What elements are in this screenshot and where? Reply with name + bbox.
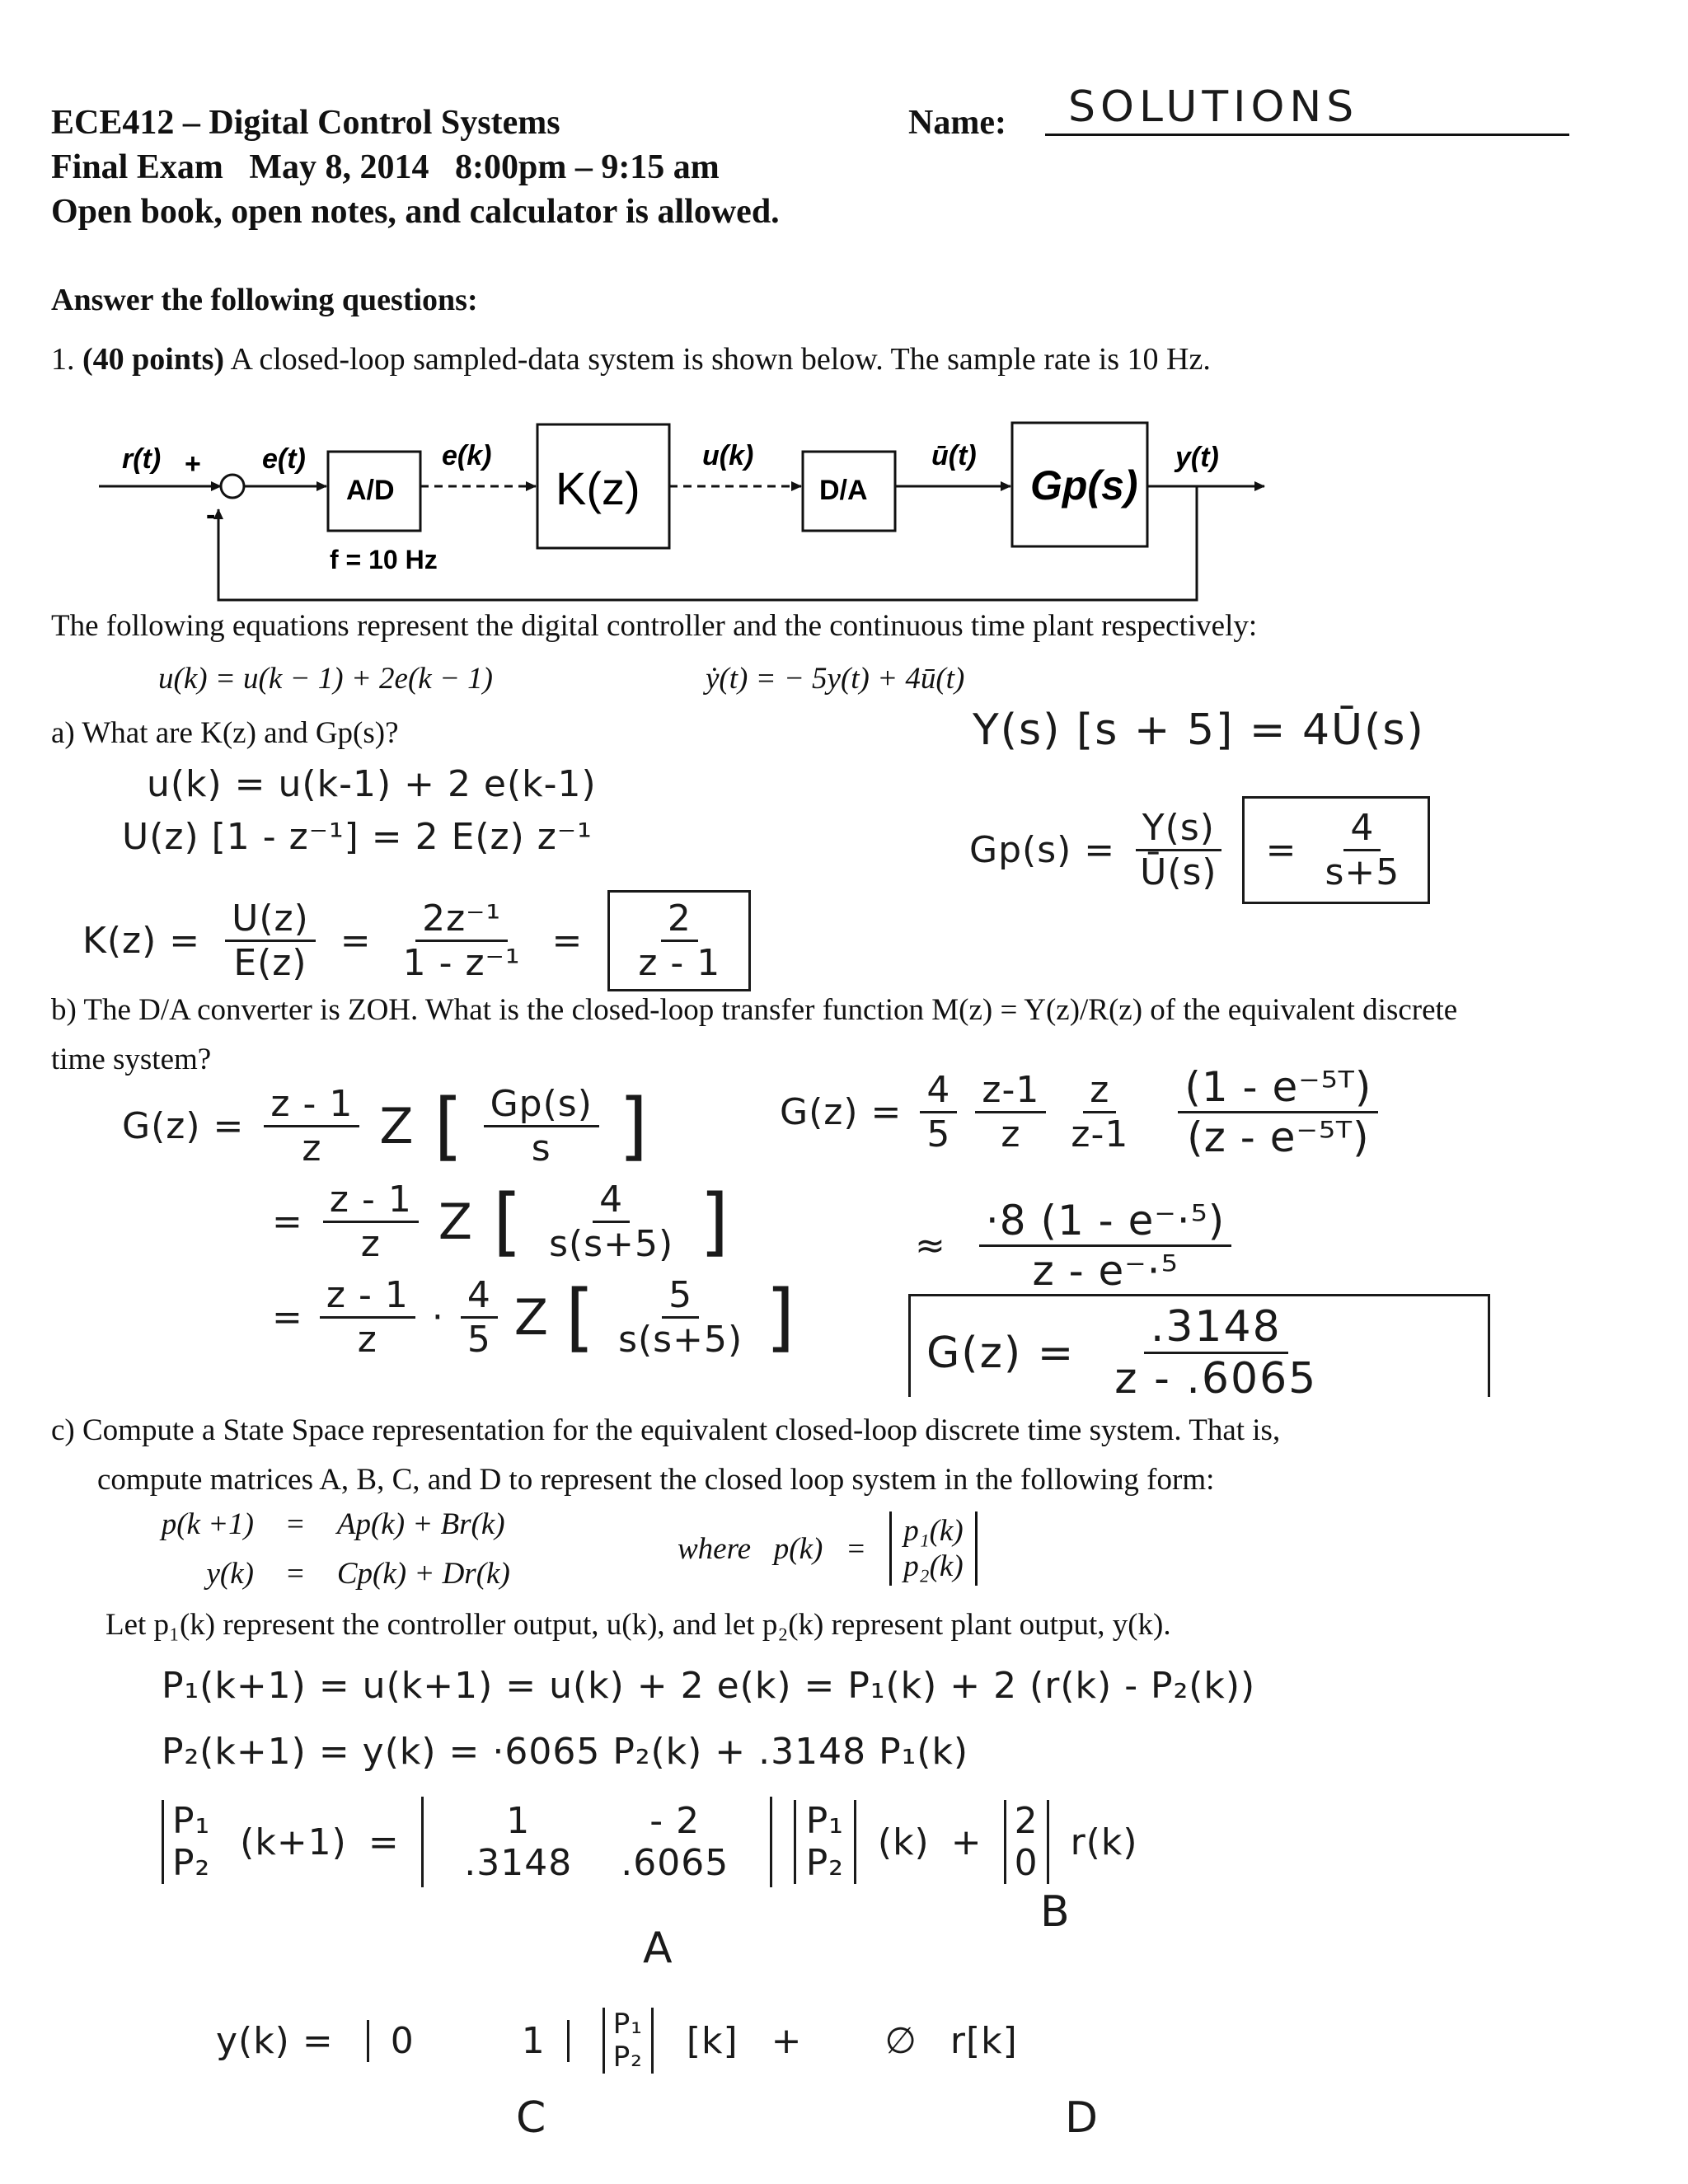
gp-fraction (1133, 807, 1223, 893)
p-vector-2 (603, 2008, 654, 2074)
gz-result-lhs: G(z) = (780, 1091, 903, 1133)
label-a: A (643, 1924, 674, 1973)
controller-equation: u(k) = u(k − 1) + 2e(k − 1) (158, 662, 493, 696)
exam-line: Final Exam May 8, 2014 8:00pm – 9:15 am (51, 148, 720, 186)
gain-factor-num: 4 (461, 1274, 498, 1319)
r-k: r(k) (1070, 1821, 1138, 1863)
label-y: y(t) (1175, 442, 1219, 473)
result-factor-4-num: (1 - e⁻⁵ᵀ) (1178, 1063, 1378, 1113)
zoh-factor-den: z (302, 1127, 322, 1169)
gz-numeric-num: ·8 (1 - e⁻·⁵) (979, 1197, 1231, 1247)
kz-fraction-2-den: 1 - z⁻¹ (402, 942, 521, 984)
bracket-close: ] (700, 1179, 730, 1265)
plant-equation: ẏ(t) = − 5y(t) + 4ū(t) (706, 662, 965, 696)
zoh-factor (323, 1179, 419, 1265)
lhs-p1: P₁ (172, 1800, 211, 1842)
lhs-p2: P₂ (172, 1842, 211, 1884)
r-k-2: r[k] (950, 2019, 1018, 2062)
kz-answer-den: z - 1 (638, 942, 721, 984)
gp-derivation (969, 796, 1430, 904)
term-3 (612, 1274, 749, 1361)
name-underline (1045, 134, 1569, 136)
matrix-b (1004, 1800, 1049, 1884)
label-c: C (516, 2093, 548, 2143)
bracket-open: [ (434, 1083, 464, 1169)
zoh-factor-den: z (360, 1223, 381, 1265)
ss-eq-1 (130, 1507, 505, 1542)
name-label: Name: (908, 104, 1006, 142)
label-plus: + (185, 448, 201, 480)
part-c-work-line-2: P₂(k+1) = y(k) = ·6065 P₂(k) + .3148 P₁(k) (162, 1731, 969, 1773)
k-label: [k] (686, 2019, 738, 2062)
zoh-factor-den: z (357, 1319, 377, 1361)
part-c-question-1: c) Compute a State Space representation for the equivalent closed-loop discrete time system. That is, (51, 1413, 1281, 1447)
question-number: 1. (51, 342, 75, 377)
a11: 1 (506, 1800, 531, 1842)
k-label: (k) (877, 1821, 930, 1863)
label-ek: e(k) (442, 440, 492, 471)
gp-answer (1318, 807, 1406, 893)
gp-lhs: Gp(s) = (969, 829, 1116, 871)
part-a-plant-laplace: Y(s) [s + 5] = 4Ū(s) (973, 705, 1425, 755)
gp-answer-den: s+5 (1325, 851, 1400, 893)
question-points: (40 points) (82, 342, 225, 377)
a22: .6065 (621, 1842, 729, 1884)
result-factor-2-num: z-1 (975, 1069, 1046, 1113)
gp-answer-num: 4 (1343, 807, 1381, 851)
part-b-question: b) The D/A converter is ZOH. What is the closed-loop transfer function M(z) = Y(z)/R(z) of the equivalent discrete time system? (51, 993, 1458, 1076)
plus-sign: + (771, 2019, 803, 2062)
kz-fraction-1-den: E(z) (233, 942, 307, 984)
plus-sign: + (950, 1821, 982, 1863)
kz-fraction-2-num: 2z⁻¹ (415, 898, 508, 942)
term-1 (484, 1083, 599, 1169)
name-value-handwritten: SOLUTIONS (1068, 82, 1359, 132)
part-a-work-line-1: u(k) = u(k-1) + 2 e(k-1) (147, 763, 597, 805)
kz-derivation (82, 890, 751, 991)
part-a-question: a) What are K(z) and Gp(s)? (51, 716, 399, 750)
equals-sign: = (368, 1821, 400, 1863)
kz-fraction-1 (225, 898, 316, 984)
label-ad: A/D (346, 475, 395, 506)
result-factor-4-den: (z - e⁻⁵ᵀ) (1187, 1113, 1370, 1161)
kz-fraction-1-num: U(z) (225, 898, 316, 942)
state-vector-p2: p₂(k) (903, 1549, 964, 1583)
bracket-open: [ (565, 1274, 596, 1361)
y-lhs: y(k) = (216, 2019, 334, 2062)
kz-answer-box (607, 890, 751, 991)
result-factor-2 (975, 1069, 1046, 1155)
state-vector-def (678, 1511, 978, 1586)
gz-result-line-1 (780, 1063, 1378, 1161)
gz-derivation-line-2 (272, 1179, 729, 1265)
gz-lhs: G(z) = (122, 1105, 245, 1147)
p-vector-p1: P₁ (805, 1800, 844, 1842)
equals-sign: = (1265, 829, 1297, 871)
exam-rules: Open book, open notes, and calculator is allowed. (51, 193, 780, 231)
gp-answer-box (1242, 796, 1431, 904)
equals-sign: = (847, 1531, 865, 1566)
result-factor-3-num: z (1083, 1069, 1116, 1113)
z-transform-operator: Z (513, 1288, 549, 1347)
matrix-a (421, 1797, 772, 1887)
instructions: Answer the following questions: (51, 283, 478, 317)
state-vector-p1: p₁(k) (903, 1514, 964, 1548)
b2: 0 (1014, 1842, 1039, 1884)
gain-factor-den: 5 (467, 1319, 491, 1361)
term-1-num: Gp(s) (484, 1083, 599, 1127)
label-d: D (1065, 2093, 1100, 2143)
gz-derivation-line-1 (122, 1083, 649, 1169)
term-2-den: s(s+5) (549, 1223, 674, 1265)
gz-result-line-2 (915, 1197, 1231, 1295)
question-text: A closed-loop sampled-data system is shown below. The sample rate is 10 Hz. (230, 342, 1211, 377)
part-c-question-2: compute matrices A, B, C, and D to represent the closed loop system in the following form: (97, 1463, 1215, 1497)
ss-eq-2-rhs: Cp(k) + Dr(k) (336, 1557, 510, 1591)
b1: 2 (1014, 1800, 1039, 1842)
where-label: where p(k) (678, 1531, 823, 1566)
equals-sign: = (551, 920, 584, 962)
ss-eq-2 (130, 1556, 510, 1591)
course-title: ECE412 – Digital Control Systems (51, 104, 560, 142)
label-b: B (1040, 1887, 1071, 1937)
label-minus: - (206, 499, 216, 531)
gp-fraction-num: Y(s) (1136, 807, 1221, 851)
z-transform-operator: Z (438, 1193, 473, 1251)
multiply-dot: · (431, 1296, 444, 1338)
equations-intro: The following equations represent the digital controller and the continuous time plant respectively: (51, 609, 1258, 643)
question-1 (51, 341, 1211, 377)
part-c-question-3: Let p₁(k) represent the controller output, u(k), and let p₂(k) represent plant output, y(k). (106, 1608, 1171, 1642)
p-vector-2-p1: P₁ (612, 2008, 643, 2041)
result-factor-2-den: z (1001, 1113, 1021, 1155)
gain-factor (461, 1274, 498, 1361)
state-matrix-equation (162, 1797, 1138, 1887)
block-diagram (0, 404, 1688, 618)
kz-fraction-2 (396, 898, 528, 984)
equals-sign: = (272, 1201, 303, 1243)
label-kz: K(z) (556, 462, 640, 514)
label-da: D/A (819, 475, 868, 506)
k-plus-1: (k+1) (240, 1821, 347, 1863)
a21: .3148 (464, 1842, 573, 1884)
c2: 1 (521, 2019, 546, 2062)
gz-final (926, 1302, 1324, 1404)
d-value: ∅ (884, 2019, 917, 2062)
a12: - 2 (649, 1800, 701, 1842)
equals-sign: = (340, 920, 372, 962)
term-3-den: s(s+5) (618, 1319, 743, 1361)
state-vector (889, 1511, 977, 1586)
bracket-close: ] (766, 1274, 796, 1361)
result-factor-1-num: 4 (920, 1069, 957, 1113)
term-2-num: 4 (593, 1179, 630, 1223)
bracket-open: [ (492, 1179, 523, 1265)
term-1-den: s (531, 1127, 551, 1169)
equals-sign: = (287, 1507, 304, 1541)
gz-numeric-fraction (979, 1197, 1231, 1295)
term-2 (542, 1179, 680, 1265)
equals-sign: = (287, 1557, 304, 1591)
lhs-vector (162, 1800, 218, 1884)
label-et: e(t) (262, 443, 306, 475)
gz-final-den: z - .6065 (1114, 1354, 1318, 1404)
ss-eq-2-lhs: y(k) (206, 1557, 254, 1591)
z-transform-operator: Z (379, 1097, 415, 1155)
zoh-factor (264, 1083, 359, 1169)
p-vector-p2: P₂ (805, 1842, 844, 1884)
label-r: r(t) (122, 443, 162, 475)
result-factor-4 (1178, 1063, 1378, 1161)
label-uk: u(k) (702, 440, 754, 471)
gz-numeric-den: z - e⁻·⁵ (1032, 1247, 1179, 1295)
output-equation (216, 2008, 1018, 2074)
gz-derivation-line-3 (272, 1274, 795, 1361)
zoh-factor-num: z - 1 (320, 1274, 415, 1319)
matrix-c (367, 2020, 570, 2062)
part-a-work-line-2: U(z) [1 - z⁻¹] = 2 E(z) z⁻¹ (122, 816, 593, 858)
zoh-factor (320, 1274, 415, 1361)
ss-eq-1-lhs: p(k +1) (161, 1507, 254, 1541)
approx-sign: ≈ (915, 1225, 946, 1267)
equals-sign: = (272, 1296, 303, 1338)
zoh-factor-num: z - 1 (264, 1083, 359, 1127)
label-freq: f = 10 Hz (330, 545, 438, 574)
gz-final-fraction (1108, 1302, 1324, 1404)
kz-lhs: K(z) = (82, 920, 201, 962)
p-vector (794, 1800, 856, 1884)
bracket-close: ] (618, 1083, 649, 1169)
gz-final-num: .3148 (1144, 1302, 1288, 1354)
term-3-num: 5 (662, 1274, 699, 1319)
result-factor-3 (1064, 1069, 1135, 1155)
result-factor-1 (920, 1069, 957, 1155)
p-vector-2-p2: P₂ (612, 2041, 643, 2074)
summing-junction (221, 475, 244, 498)
result-factor-3-den: z-1 (1071, 1113, 1129, 1155)
zoh-factor-num: z - 1 (323, 1179, 419, 1223)
kz-answer-num: 2 (661, 898, 698, 942)
label-gp: Gp(s) (1030, 462, 1138, 509)
c1: 0 (390, 2019, 415, 2062)
gz-final-lhs: G(z) = (926, 1328, 1076, 1378)
gp-fraction-den: Ū(s) (1140, 851, 1217, 893)
label-ubar: ū(t) (931, 440, 977, 471)
part-c-work-line-1: P₁(k+1) = u(k+1) = u(k) + 2 e(k) = P₁(k) + 2 (r(k) - P₂(k)) (162, 1665, 1256, 1707)
result-factor-1-den: 5 (926, 1113, 951, 1155)
ss-eq-1-rhs: Ap(k) + Br(k) (336, 1507, 505, 1541)
